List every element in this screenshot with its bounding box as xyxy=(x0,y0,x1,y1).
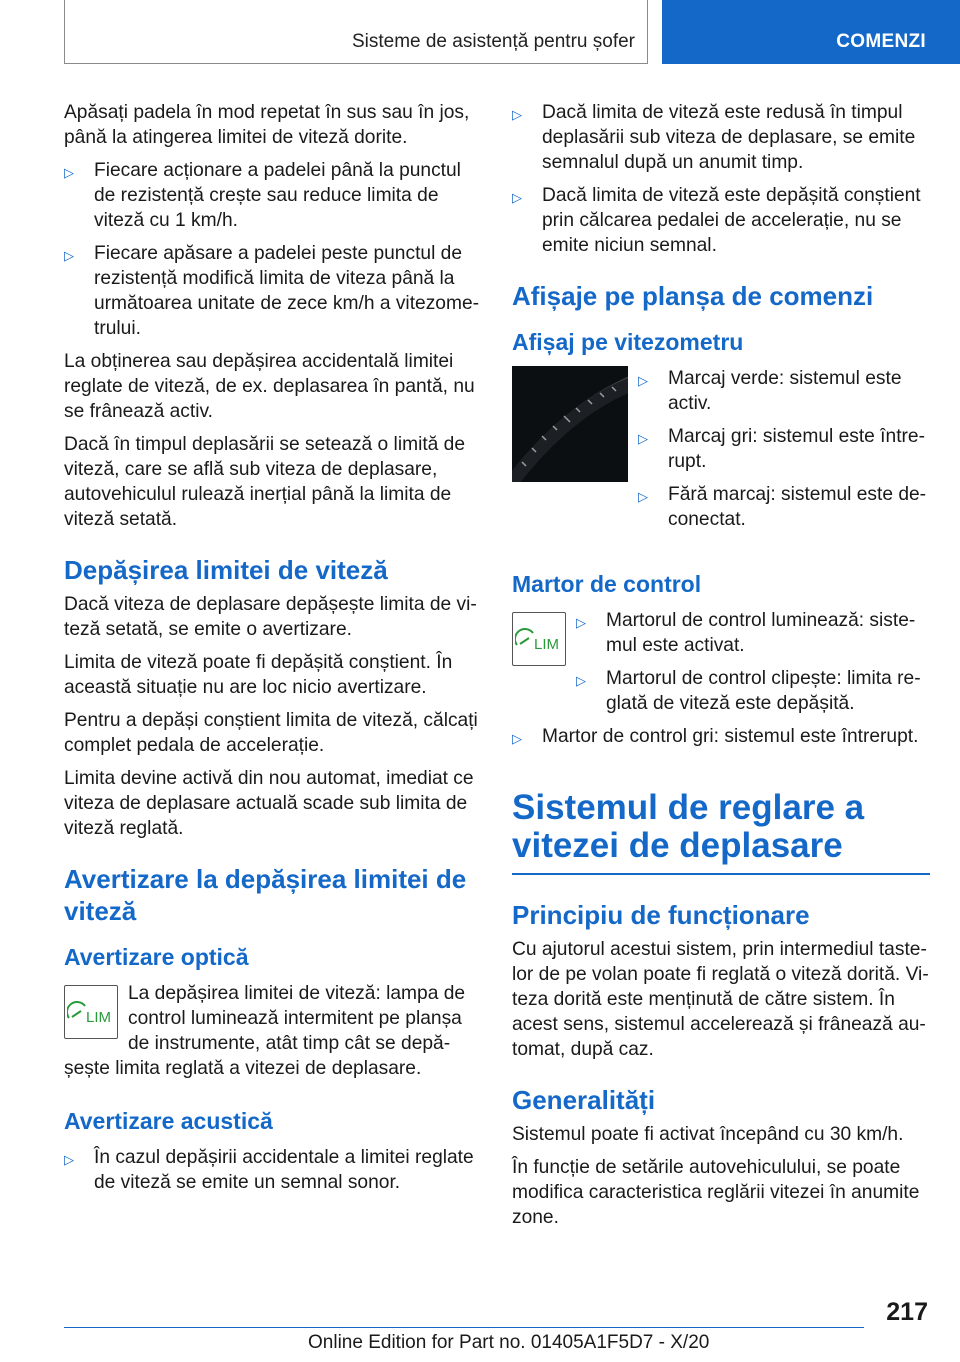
optica-block xyxy=(64,981,482,1081)
triangle-bullet-icon: ▷ xyxy=(638,373,648,388)
list-item: ▷ Fiecare apăsare a padelei peste punctul de rezistență modifică limita de viteza până la următoarea unitate de zece km/h a vitezometrului. xyxy=(64,243,480,339)
optica-text: La depășirea limitei de viteză: lampa de control luminează intermitent pe planșa de instrumente, atât timp cât se depășește limita reglată a vitezei de deplasare. xyxy=(64,983,466,1079)
triangle-bullet-icon: ▷ xyxy=(576,615,586,630)
heading-martor: Martor de control xyxy=(512,571,702,597)
list-item: ▷ Martor de control gri: sistemul este întrerupt. xyxy=(512,724,930,751)
list-item: ▷ Marcaj verde: sistemul este activ. xyxy=(638,368,902,414)
triangle-bullet-icon: ▷ xyxy=(64,1152,74,1167)
tab-comenzi[interactable] xyxy=(662,0,960,64)
heading-avertizare-acustica: Avertizare acustică xyxy=(64,1108,273,1134)
list-item: ▷ Martorul de control luminează: sistemul este activat. xyxy=(576,610,916,656)
list-item: ▷ În cazul depășirii accidentale a limitei reglate de viteză se emite un semnal sonor. xyxy=(64,1147,474,1193)
triangle-bullet-icon: ▷ xyxy=(512,190,522,205)
martor-block xyxy=(512,608,930,724)
triangle-bullet-icon: ▷ xyxy=(576,673,586,688)
paragraph: La obținerea sau depășirea accidentală limitei reglate de viteză, de ex. deplasarea în pantă, nu se frânează activ. xyxy=(64,351,475,422)
footer-edition: Online Edition for Part no. 01405A1F5D7 - X/20 xyxy=(308,1332,710,1353)
heading-generalitati: Generalități xyxy=(512,1085,656,1115)
triangle-bullet-icon: ▷ xyxy=(638,489,648,504)
lim-label: LIM xyxy=(534,636,560,653)
triangle-bullet-icon: ▷ xyxy=(512,731,522,746)
speedometer-list xyxy=(638,366,930,540)
list-item: ▷ Marcaj gri: sistemul este întrerupt. xyxy=(638,426,925,472)
paragraph: Limita devine activă din nou automat, imediat ce viteza de deplasare actuală scade sub limita de viteză reglată. xyxy=(64,768,474,839)
list-item: ▷ Fiecare acționare a padelei până la punctul de rezistență crește sau reduce limita de viteză cu 1 km/h. xyxy=(64,160,461,231)
tab-comenzi-label: COMENZI xyxy=(836,31,926,52)
triangle-bullet-icon: ▷ xyxy=(64,248,74,263)
header-title: Sisteme de asistență pentru șofer xyxy=(351,31,635,52)
left-column xyxy=(64,100,482,1203)
triangle-bullet-icon: ▷ xyxy=(638,431,648,446)
list-item: ▷ Dacă limita de viteză este depășită conștient prin călcarea pedalei de accelerație, nu se emite niciun semnal. xyxy=(512,185,921,256)
heading-afisaje: Afișaje pe planșa de comenzi xyxy=(512,281,874,311)
lim-indicator-icon xyxy=(64,985,118,1039)
paragraph: Limita de viteză poate fi depășită conștient. În această situație nu are loc nicio avertizare. xyxy=(64,652,453,698)
paragraph: Apăsați padela în mod repetat în sus sau în jos, până la atingerea limitei de viteză dorite. xyxy=(64,102,470,148)
heading-avertizare-optica: Avertizare optică xyxy=(64,944,249,970)
lim-label: LIM xyxy=(86,1009,112,1026)
speedometer-block xyxy=(512,366,930,540)
triangle-bullet-icon: ▷ xyxy=(64,165,74,180)
heading-principiu: Principiu de funcționare xyxy=(512,900,810,930)
triangle-bullet-icon: ▷ xyxy=(512,107,522,122)
header-box xyxy=(64,0,648,64)
paragraph: Sistemul poate fi activat începând cu 30 km/h. xyxy=(512,1124,904,1145)
paragraph: Dacă viteza de deplasare depășește limita de viteză setată, se emite o avertizare. xyxy=(64,594,477,640)
lim-indicator-icon xyxy=(512,612,566,666)
page-number: 217 xyxy=(886,1298,928,1326)
list-item: ▷ Dacă limita de viteză este redusă în timpul deplasării sub viteza de deplasare, se emite semnalul după un anumit timp. xyxy=(512,102,916,173)
heading-depasirea: Depășirea limitei de viteză xyxy=(64,555,388,585)
list-item: ▷ Fără marcaj: sistemul este deconectat. xyxy=(638,484,927,530)
paragraph: În funcție de setările autovehiculului, se poate modifica caracteristica reglării vitezei în anumite zone. xyxy=(512,1157,920,1228)
martor-list xyxy=(576,608,930,724)
paragraph: Dacă în timpul deplasării se setează o limită de viteză, care se află sub viteza de deplasare, autovehiculul rulează inerțial până la limita de viteză setată. xyxy=(64,434,466,530)
heading-sistemul: Sistemul de reglare a vitezei de deplasare xyxy=(512,789,930,875)
heading-afisaj-vitezometru: Afișaj pe vitezometru xyxy=(512,329,744,355)
footer-divider xyxy=(64,1327,864,1328)
paragraph: Cu ajutorul acestui sistem, prin intermediul tastelor de pe volan poate fi reglată o viteză dorită. Viteza dorită este menținută de către sistem. În acest sens, sistemul accelerează și frânează automat, după caz. xyxy=(512,939,929,1060)
list-item: ▷ Martorul de control clipește: limita reglată de viteză este depășită. xyxy=(576,668,921,714)
right-column xyxy=(512,100,930,1238)
paragraph: Pentru a depăși conștient limita de viteză, călcați complet pedala de accelerație. xyxy=(64,710,478,756)
heading-avertizare: Avertizare la depășirea limitei de viteză xyxy=(64,864,467,926)
speedometer-image xyxy=(512,366,628,482)
